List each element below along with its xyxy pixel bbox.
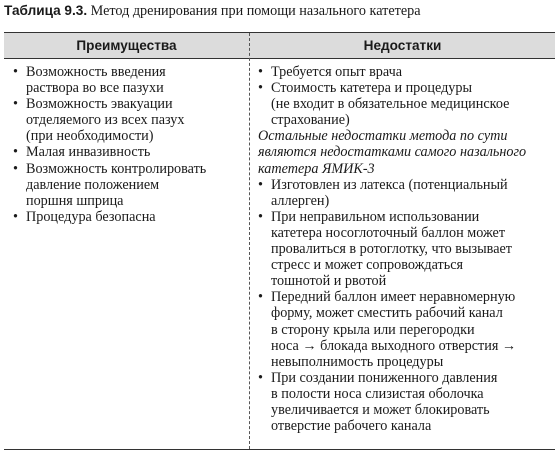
table-header-row <box>4 33 555 59</box>
advantage-item <box>13 209 245 225</box>
disadvantage-item <box>258 370 552 434</box>
advantages-list <box>13 64 245 225</box>
disadvantages-list-bottom <box>258 177 552 435</box>
header-disadvantages: Недостатки <box>363 38 442 53</box>
disadvantage-item-line: отверстие рабочего канала <box>271 418 432 435</box>
disadvantage-item-line: в сторону крыла или перегородки <box>271 321 475 338</box>
advantage-item <box>13 144 245 160</box>
disadvantage-item-line: провалиться в ротоглотку, что вызывает <box>271 241 512 258</box>
bullet-icon: • <box>258 289 263 306</box>
advantage-item-line: отделяемого из всех пазух <box>26 112 185 129</box>
advantage-item-line: Возможность введения <box>26 64 166 80</box>
comparison-table <box>4 32 555 450</box>
table-title: Метод дренирования при помощи назального катетера <box>90 3 421 19</box>
advantage-item-line: Процедура безопасна <box>26 208 156 225</box>
disadvantage-item-line: Требуется опыт врача <box>271 64 403 80</box>
disadvantage-item-line: страхование) <box>271 112 350 129</box>
disadvantage-item-line: (не входит в обязательное медицинское <box>271 96 510 113</box>
disadvantage-item-line: Изготовлен из латекса (потенциальный <box>271 176 508 193</box>
advantage-item-line: давление положением <box>26 176 160 193</box>
disadvantage-item-line: стресс и может сопровождаться <box>271 257 464 274</box>
bullet-icon: • <box>13 64 18 80</box>
disadvantage-item-line: катетера носоглоточный баллон может <box>271 224 506 241</box>
advantage-item-line: Малая инвазивность <box>26 144 151 161</box>
advantages-column <box>13 64 245 225</box>
advantage-item <box>13 64 245 96</box>
bullet-icon: • <box>13 160 18 177</box>
bullet-icon: • <box>258 208 263 225</box>
advantage-item-line: раствора во все пазухи <box>26 80 164 97</box>
advantage-item <box>13 161 245 209</box>
disadvantage-item-line: тошнотой и рвотой <box>271 273 387 290</box>
disadvantage-item <box>258 80 552 128</box>
disadvantages-list-top <box>258 64 552 128</box>
table-number: Таблица 9.3. <box>4 3 88 18</box>
disadvantage-item <box>258 177 552 209</box>
bullet-icon: • <box>258 80 263 97</box>
method-note <box>258 128 552 176</box>
advantage-item-line: (при необходимости) <box>26 128 154 145</box>
disadvantage-item-line: При создании пониженного давления <box>271 369 498 386</box>
advantage-item <box>13 96 245 144</box>
disadvantage-item-line: в полости носа слизистая оболочка <box>271 385 484 402</box>
method-note-line: являются недостатками самого назального <box>258 144 527 161</box>
disadvantage-item <box>258 209 552 289</box>
bullet-icon: • <box>13 208 18 225</box>
bullet-icon: • <box>258 369 263 386</box>
disadvantage-item <box>258 289 552 369</box>
disadvantage-item <box>258 64 552 80</box>
table-caption <box>4 2 421 20</box>
bullet-icon: • <box>13 96 18 113</box>
advantage-item-line: поршня шприца <box>26 192 124 209</box>
disadvantage-item-line: невыполнимость процедуры <box>271 353 444 370</box>
disadvantages-column <box>258 64 552 434</box>
disadvantage-item-line: Стоимость катетера и процедуры <box>271 80 473 97</box>
disadvantage-item-line: аллерген) <box>271 192 330 209</box>
column-divider <box>249 33 250 449</box>
bullet-icon: • <box>258 64 263 80</box>
bullet-icon: • <box>13 144 18 161</box>
disadvantage-item-line: Передний баллон имеет неравномерную <box>271 289 516 306</box>
disadvantage-item-line: При неправильном использовании <box>271 208 480 225</box>
disadvantage-item-line: увеличивается и может блокировать <box>271 401 490 418</box>
advantage-item-line: Возможность контролировать <box>26 160 207 177</box>
method-note-line: Остальные недостатки метода по сути <box>258 128 508 145</box>
advantage-item-line: Возможность эвакуации <box>26 96 173 113</box>
header-advantages: Преимущества <box>76 38 177 53</box>
method-note-line: катетера ЯМИК-3 <box>258 160 375 177</box>
disadvantage-item-line: носа → блокада выходного отверстия → <box>271 337 517 354</box>
bullet-icon: • <box>258 176 263 193</box>
disadvantage-item-line: форму, может сместить рабочий канал <box>271 305 503 322</box>
